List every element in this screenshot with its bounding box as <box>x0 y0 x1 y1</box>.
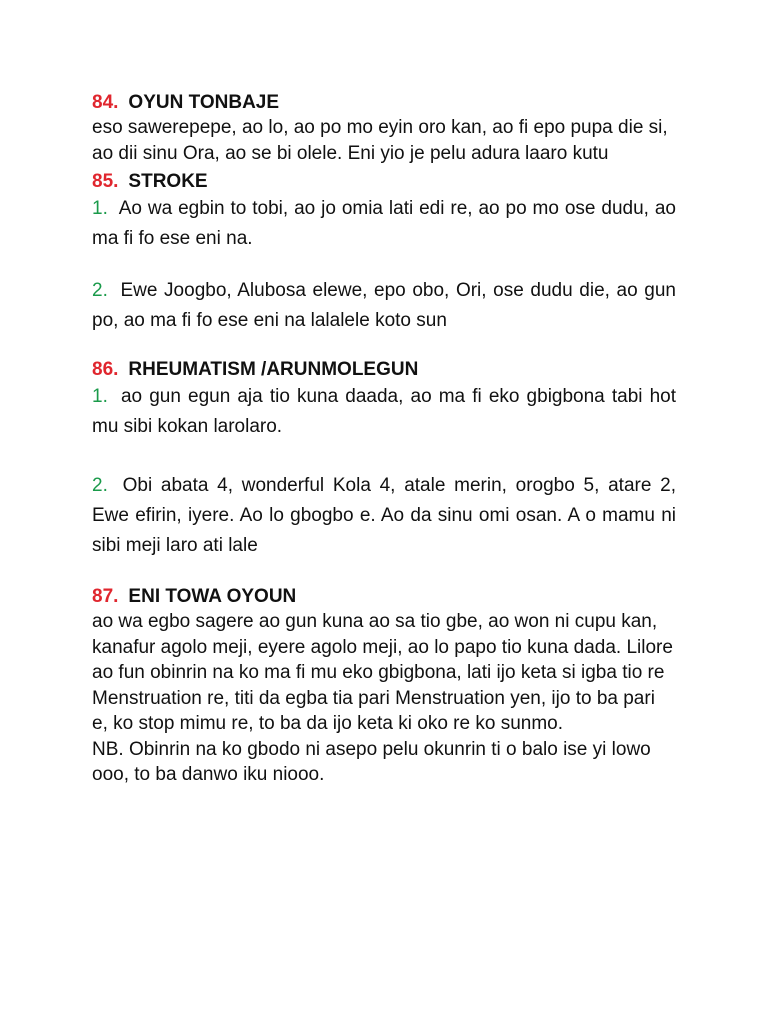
remedy-item <box>92 382 676 442</box>
section-number: 86. <box>92 359 119 380</box>
section-body: eso sawerepepe, ao lo, ao po mo eyin oro kan, ao fi epo pupa die si, ao dii sinu Ora, ao se bi olele. Eni yio je pelu adura laaro kutu <box>92 117 668 164</box>
section-heading-86 <box>92 358 676 382</box>
section-title: ENI TOWA OYOUN <box>128 586 297 607</box>
section-heading-85 <box>92 170 676 194</box>
remedy-item <box>92 276 676 336</box>
section-title: RHEUMATISM /ARUNMOLEGUN <box>128 359 419 380</box>
section-title: STROKE <box>128 171 208 192</box>
document-content <box>92 91 676 788</box>
item-number: 1. <box>92 198 108 219</box>
item-number: 2. <box>92 280 108 301</box>
item-number: 1. <box>92 386 108 407</box>
section-title: OYUN TONBAJE <box>128 92 280 113</box>
section-heading-84 <box>92 91 676 115</box>
item-text: Ao wa egbin to tobi, ao jo omia lati edi re, ao po mo ose dudu, ao ma fi fo ese eni na. <box>92 198 676 249</box>
section-number: 85. <box>92 171 119 192</box>
section-heading-87 <box>92 585 676 609</box>
section-body: ao wa egbo sagere ao gun kuna ao sa tio gbe, ao won ni cupu kan, kanafur agolo meji, eyere agolo meji, ao lo papo tio kuna dada. Lilore ao fun obinrin na ko ma fi mu eko gbigbona, lati ijo keta si igba tio re Menstruation re, titi da egba tia pari Menstruation yen, ijo to ba pari e, ko stop mimu re, to ba da ijo keta ki oko re ko sunmo. <box>92 611 673 734</box>
section-number: 87. <box>92 586 119 607</box>
item-text: Ewe Joogbo, Alubosa elewe, epo obo, Ori, ose dudu die, ao gun po, ao ma fi fo ese eni na lalalele koto sun <box>92 280 676 331</box>
section-note: NB. Obinrin na ko gbodo ni asepo pelu okunrin ti o balo ise yi lowo ooo, to ba danwo iku niooo. <box>92 738 651 785</box>
item-number: 2. <box>92 475 108 496</box>
remedy-item <box>92 194 676 254</box>
item-text: ao gun egun aja tio kuna daada, ao ma fi eko gbigbona tabi hot mu sibi kokan larolaro. <box>92 386 676 437</box>
remedy-item <box>92 471 676 561</box>
item-text: Obi abata 4, wonderful Kola 4, atale merin, orogbo 5, atare 2, Ewe efirin, iyere. Ao lo gbogbo e. Ao da sinu omi osan. A o mamu ni sibi meji laro ati lale <box>92 475 676 556</box>
section-number: 84. <box>92 92 119 113</box>
